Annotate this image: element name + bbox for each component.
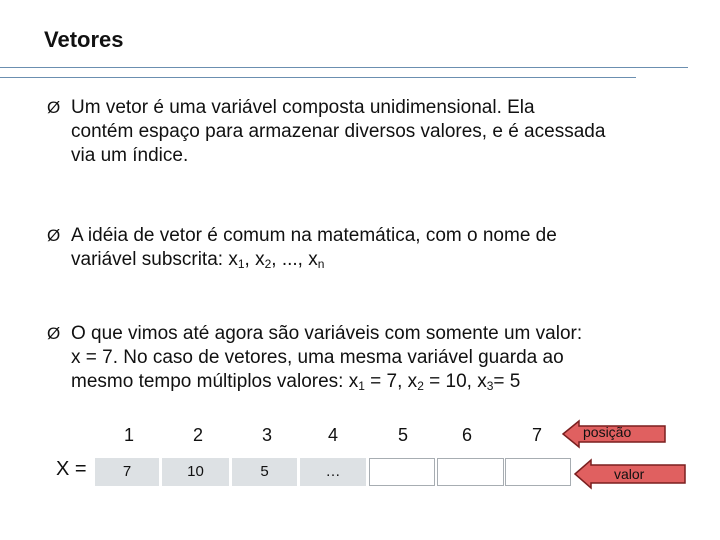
bullet-line: O que vimos até agora são variáveis com somente um valor:	[71, 323, 583, 344]
array-cell	[437, 458, 504, 486]
bullet-1	[47, 96, 687, 168]
title-rule-1	[0, 67, 688, 68]
position-index: 4	[327, 425, 338, 445]
position-index: 6	[461, 425, 472, 445]
bullet-line: via um índice.	[71, 145, 189, 166]
position-label: posição	[583, 424, 632, 440]
bullet-arrow-icon: Ø	[47, 226, 61, 245]
array-variable-label: X =	[56, 458, 87, 480]
bullet-line: Um vetor é uma variável composta unidimensional. Ela	[71, 97, 535, 118]
value-label: valor	[614, 466, 645, 482]
array-cell	[505, 458, 571, 486]
subscript: n	[317, 257, 325, 271]
array-cell	[369, 458, 435, 486]
bullet-text	[71, 96, 687, 168]
bullet-text	[71, 224, 687, 272]
bullet-text	[71, 322, 687, 394]
array-cell: 10	[162, 458, 229, 486]
bullet-line: x = 7. No caso de vetores, uma mesma variável guarda ao	[71, 347, 564, 368]
slide-title: Vetores	[44, 27, 124, 52]
bullet-line: contém espaço para armazenar diversos valores, e é acessada	[71, 121, 606, 142]
bullet-line: mesmo tempo múltiplos valores: $x_1 = 7$, $x_2 = 10$, $x_3= 5$	[71, 371, 521, 393]
array-cell: …	[300, 458, 366, 486]
array-cell: 7	[95, 458, 159, 486]
bullet-line: variável subscrita: $x_1$, $x_2$, ..., $x_n$	[71, 249, 325, 271]
bullet-2	[47, 224, 687, 272]
position-index: 5	[397, 425, 408, 445]
subscript: 3	[486, 379, 494, 393]
position-index: 7	[531, 425, 542, 445]
position-index: 3	[261, 425, 272, 445]
position-index: 1	[123, 425, 134, 445]
position-index: 2	[192, 425, 203, 445]
subscript: 1	[237, 257, 245, 271]
bullet-line: A idéia de vetor é comum na matemática, com o nome de	[71, 225, 557, 246]
subscript: 1	[358, 379, 365, 393]
bullet-arrow-icon: Ø	[47, 98, 61, 117]
bullet-3	[47, 322, 687, 394]
subscript: 2	[417, 379, 424, 393]
subscript: 2	[264, 257, 272, 271]
bullet-arrow-icon: Ø	[47, 324, 61, 343]
array-cell: 5	[232, 458, 297, 486]
title-rule-2	[0, 77, 636, 78]
